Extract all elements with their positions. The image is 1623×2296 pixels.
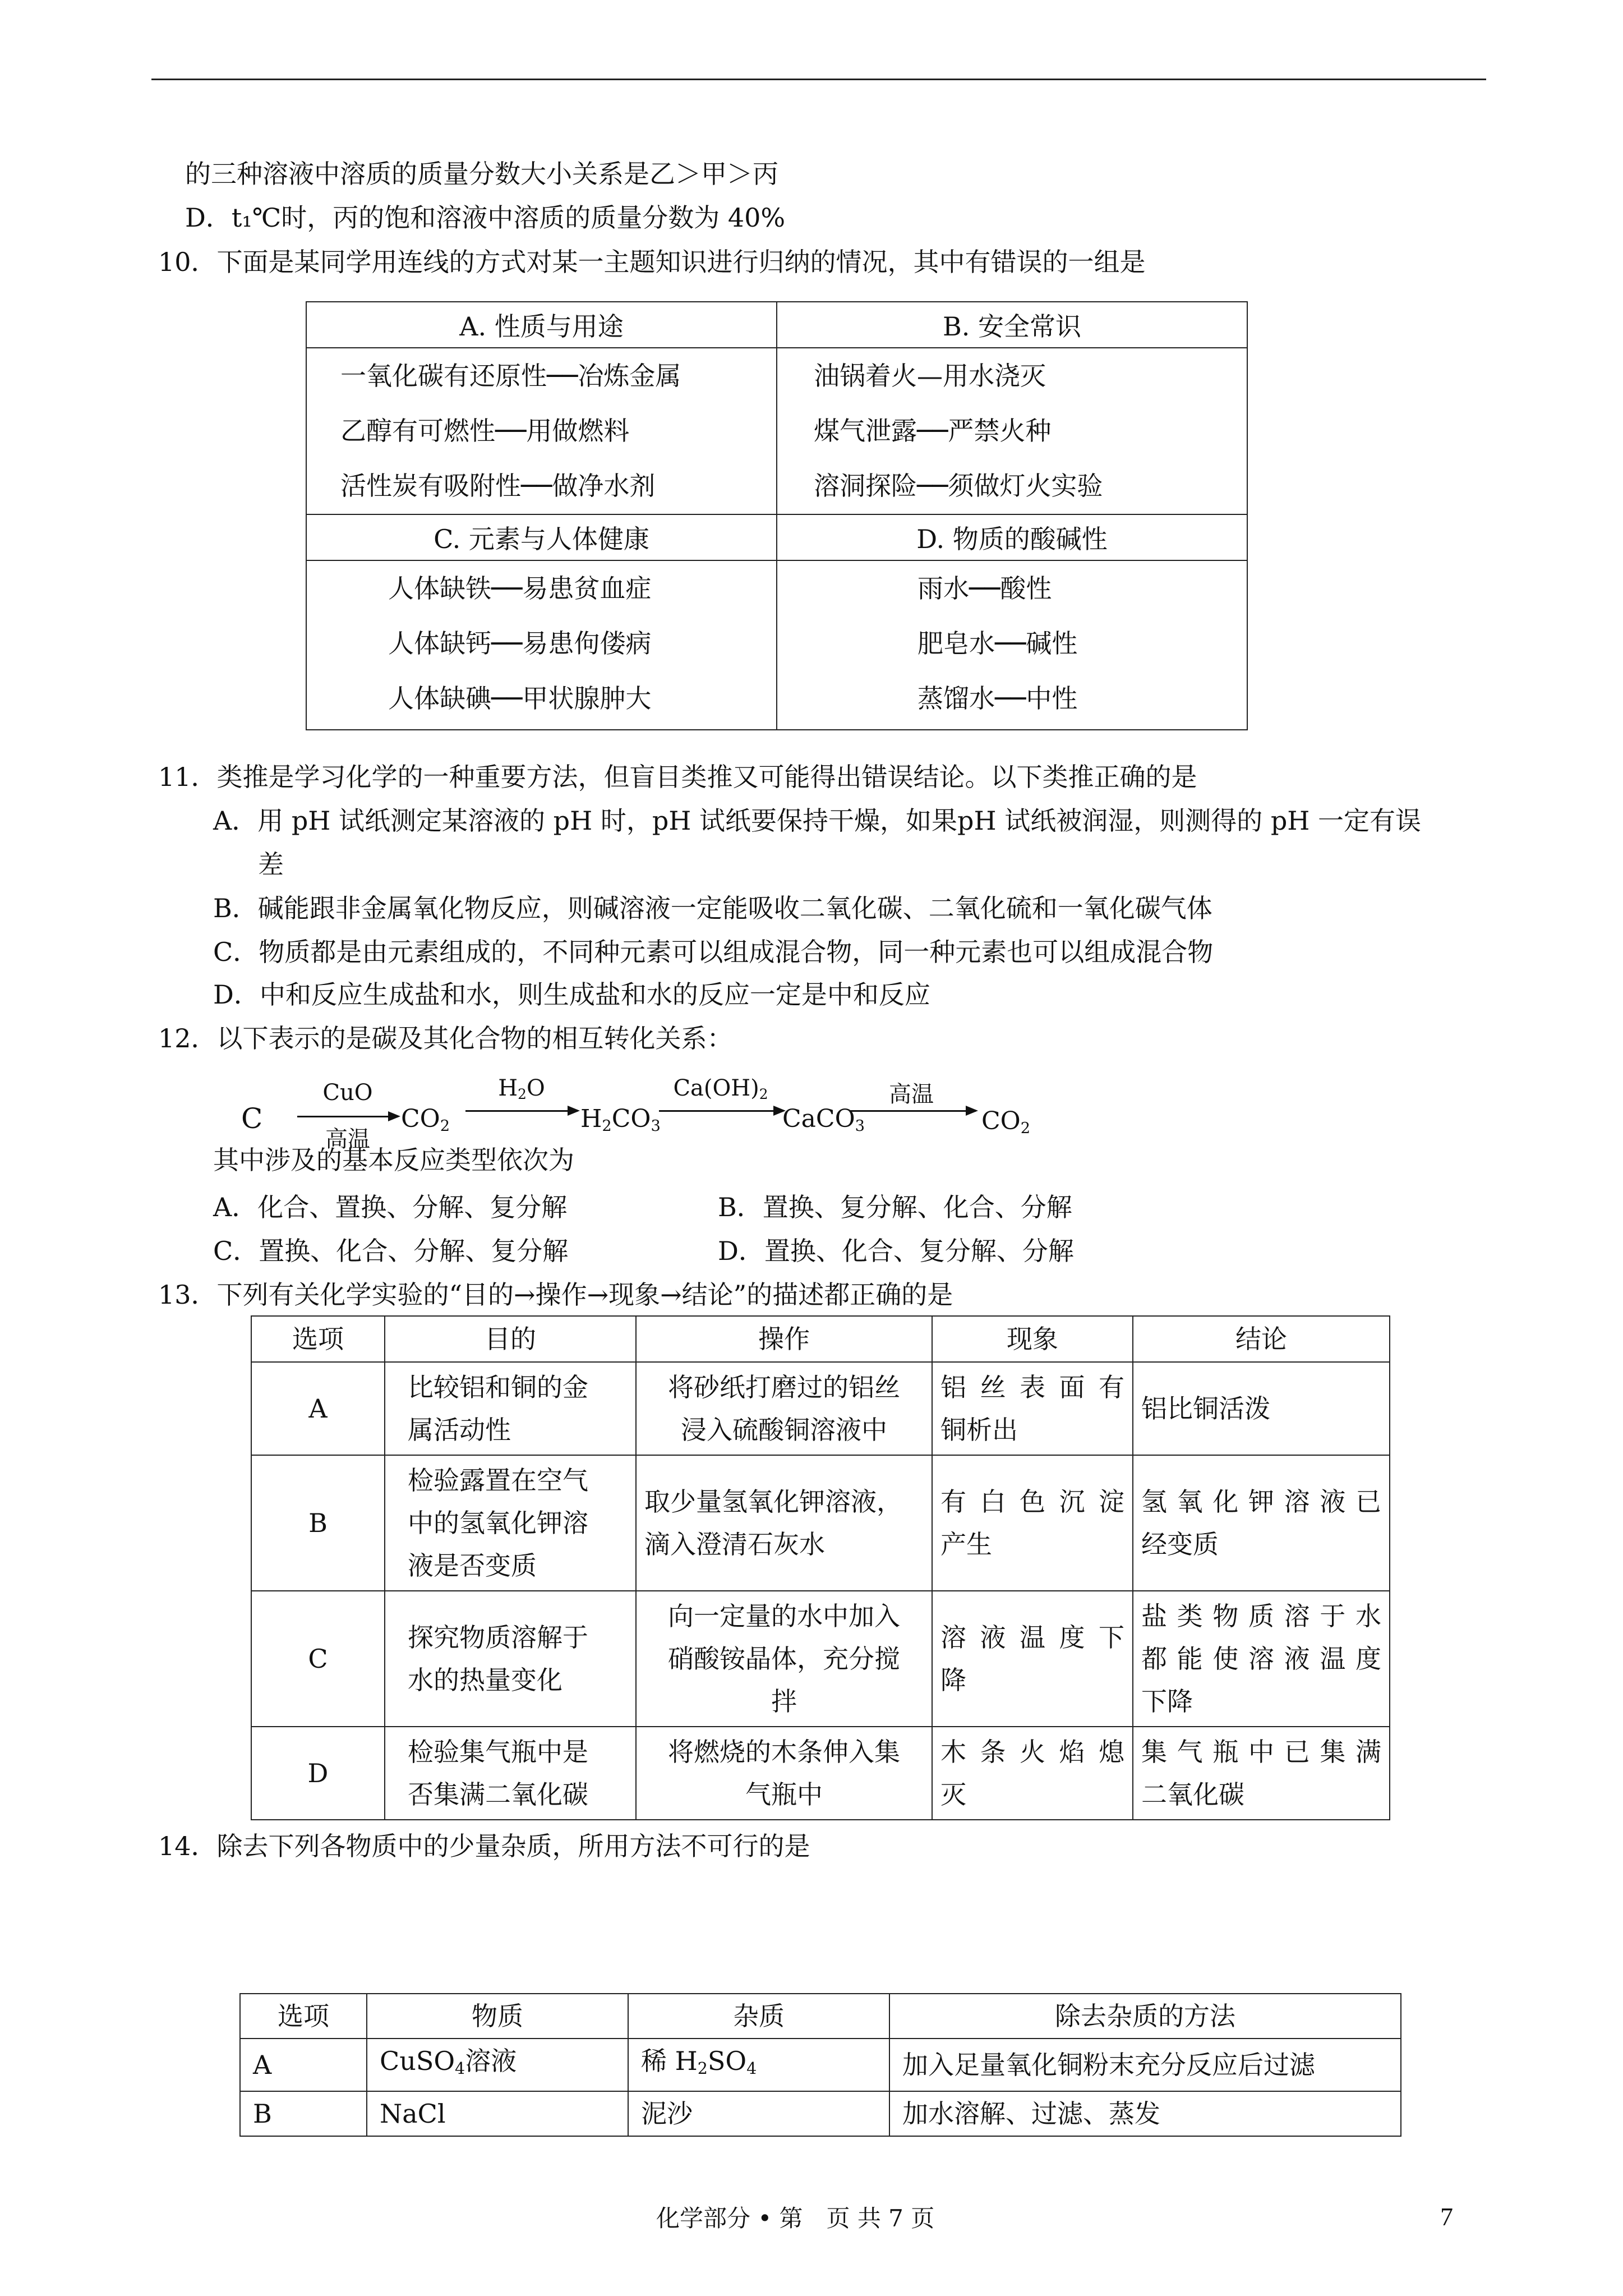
q10-cell-d bbox=[777, 560, 1247, 730]
q10-table bbox=[306, 301, 1248, 730]
q14-row-b-method: 加水溶解、过滤、蒸发 bbox=[889, 2091, 1401, 2136]
q13-row-a-conclusion: 铝比铜活泼 bbox=[1133, 1362, 1390, 1455]
q13-row-d-conclusion: 集气瓶中已集满 二氧化碳 bbox=[1133, 1727, 1390, 1820]
q12-option-b: B．置换、复分解、化合、分解 bbox=[718, 1192, 1072, 1222]
q10-d-item: 肥皂水──碱性 bbox=[917, 628, 1078, 659]
q13-row-c-conclusion: 盐类物质溶于水 都能使溶液温度 下降 bbox=[1133, 1591, 1390, 1727]
arrow-4 bbox=[850, 1110, 976, 1112]
q9-option-c-tail: 的三种溶液中溶质的质量分数大小关系是乙＞甲＞丙 bbox=[185, 159, 778, 189]
q11-option-a: A．用 pH 试纸测定某溶液的 pH 时，pH 试纸要保持干燥，如果pH 试纸被润湿，则测得的 pH 一定有误 bbox=[213, 806, 1422, 836]
q10-a-item: 一氧化碳有还原性──冶炼金属 bbox=[340, 361, 681, 391]
q14-row-a-impurity: 稀 $H_2SO_4$ bbox=[628, 2039, 889, 2091]
q10-d-item: 雨水──酸性 bbox=[917, 573, 1052, 604]
q11-option-c: C．物质都是由元素组成的，不同种元素可以组成混合物，同一种元素也可以组成混合物 bbox=[213, 937, 1214, 967]
q13-row-a-phenomenon: 铝丝表面有 铜析出 bbox=[932, 1362, 1133, 1455]
species-carbon: C bbox=[241, 1102, 263, 1135]
q10-c-item: 人体缺碘──甲状腺肿大 bbox=[388, 683, 652, 714]
q11-option-d: D．中和反应生成盐和水，则生成盐和水的反应一定是中和反应 bbox=[213, 979, 930, 1010]
q14-row-b-option: B bbox=[240, 2091, 367, 2136]
q12-option-a: A．化合、置换、分解、复分解 bbox=[213, 1192, 568, 1222]
q12-sub-stem: 其中涉及的基本反应类型依次为 bbox=[213, 1145, 574, 1175]
species-co2-final: $CO_2$ bbox=[981, 1107, 1031, 1137]
page-number: 7 bbox=[1440, 2202, 1453, 2231]
q13-row-a-purpose: 比较铝和铜的金 属活动性 bbox=[385, 1362, 636, 1455]
q13-row-d-option: D bbox=[251, 1727, 385, 1820]
q10-cell-c bbox=[306, 560, 777, 730]
q9-option-d: D．t₁℃时，丙的饱和溶液中溶质的质量分数为 40% bbox=[185, 203, 786, 233]
q13-row-c-phenomenon: 溶液温度下 降 bbox=[932, 1591, 1133, 1727]
species-caco3: CaCO$_3$ bbox=[782, 1105, 865, 1135]
header-rule bbox=[151, 79, 1486, 80]
q14-row-a-method: 加入足量氧化铜粉末充分反应后过滤 bbox=[889, 2039, 1401, 2091]
q13-stem: 13．下列有关化学实验的“目的→操作→现象→结论”的描述都正确的是 bbox=[158, 1280, 953, 1310]
q12-option-c: C．置换、化合、分解、复分解 bbox=[213, 1236, 569, 1266]
q13-row-c-operation: 向一定量的水中加入 硝酸铵晶体，充分搅 拌 bbox=[636, 1591, 932, 1727]
arrow-3 bbox=[659, 1110, 783, 1112]
q13-row-d-phenomenon: 木条火焰熄 灭 bbox=[932, 1727, 1133, 1820]
q10-cell-b bbox=[777, 348, 1247, 514]
q14-header-method: 除去杂质的方法 bbox=[889, 1994, 1401, 2039]
q10-a-item: 活性炭有吸附性──做净水剂 bbox=[340, 471, 656, 501]
q10-c-item: 人体缺铁──易患贫血症 bbox=[388, 573, 652, 604]
q13-row-c-option: C bbox=[251, 1591, 385, 1727]
q12-stem: 12．以下表示的是碳及其化合物的相互转化关系： bbox=[158, 1023, 733, 1053]
reagent-caoh2: $Ca(OH)_2$ bbox=[673, 1075, 768, 1103]
condition-high-temp-1: 高温 bbox=[325, 1126, 370, 1152]
q10-cell-a bbox=[306, 348, 777, 514]
q13-header-operation: 操作 bbox=[636, 1316, 932, 1362]
q14-row-b-impurity: 泥沙 bbox=[628, 2091, 889, 2136]
q10-b-item: 油锅着火—用水浇灭 bbox=[814, 361, 1046, 391]
species-co2: $CO_2$ bbox=[401, 1105, 450, 1135]
q13-row-a-option: A bbox=[251, 1362, 385, 1455]
q10-header-c: C. 元素与人体健康 bbox=[306, 514, 777, 560]
q14-header-option: 选项 bbox=[240, 1994, 367, 2039]
q10-a-item: 乙醇有可燃性──用做燃料 bbox=[340, 416, 630, 446]
arrow-2 bbox=[465, 1110, 578, 1112]
q11-option-a-cont: 差 bbox=[258, 849, 284, 880]
q10-header-a: A. 性质与用途 bbox=[306, 302, 777, 348]
q13-row-b-purpose: 检验露置在空气 中的氢氧化钾溶 液是否变质 bbox=[385, 1455, 636, 1591]
q14-row-b-substance: NaCl bbox=[367, 2091, 628, 2136]
q10-b-item: 溶洞探险──须做灯火实验 bbox=[814, 471, 1103, 501]
q10-stem: 10．下面是某同学用连线的方式对某一主题知识进行归纳的情况，其中有错误的一组是 bbox=[158, 247, 1146, 277]
q11-stem: 11．类推是学习化学的一种重要方法，但盲目类推又可能得出错误结论。以下类推正确的是 bbox=[158, 762, 1197, 792]
q14-header-substance: 物质 bbox=[367, 1994, 628, 2039]
q10-header-d: D. 物质的酸碱性 bbox=[777, 514, 1247, 560]
q13-row-b-conclusion: 氢氧化钾溶液已 经变质 bbox=[1133, 1455, 1390, 1591]
arrow-1 bbox=[297, 1116, 398, 1117]
condition-high-temp-2: 高温 bbox=[889, 1082, 934, 1107]
q10-b-item: 煤气泄露──严禁火种 bbox=[814, 416, 1052, 446]
reagent-h2o: $H_2O$ bbox=[498, 1075, 545, 1103]
species-h2co3: $H_2CO_3$ bbox=[580, 1105, 661, 1135]
reagent-cuo: CuO bbox=[322, 1080, 373, 1106]
q13-row-c-purpose: 探究物质溶解于 水的热量变化 bbox=[385, 1591, 636, 1727]
q13-header-phenomenon: 现象 bbox=[932, 1316, 1133, 1362]
q11-option-b: B．碱能跟非金属氧化物反应，则碱溶液一定能吸收二氧化碳、二氧化硫和一氧化碳气体 bbox=[213, 893, 1212, 923]
q10-header-b: B. 安全常识 bbox=[777, 302, 1247, 348]
q10-c-item: 人体缺钙──易患佝偻病 bbox=[388, 628, 652, 659]
q13-header-purpose: 目的 bbox=[385, 1316, 636, 1362]
q13-header-conclusion: 结论 bbox=[1133, 1316, 1390, 1362]
q13-header-option: 选项 bbox=[251, 1316, 385, 1362]
q13-table bbox=[251, 1315, 1390, 1820]
q13-row-b-phenomenon: 有白色沉淀 产生 bbox=[932, 1455, 1133, 1591]
q14-row-a-substance: CuSO$_4$溶液 bbox=[367, 2039, 628, 2091]
page-footer: 化学部分 • 第 页 共 7 页 bbox=[656, 2205, 935, 2232]
q13-row-a-operation: 将砂纸打磨过的铝丝 浸入硫酸铜溶液中 bbox=[636, 1362, 932, 1455]
q13-row-d-operation: 将燃烧的木条伸入集 气瓶中 bbox=[636, 1727, 932, 1820]
q12-option-d: D．置换、化合、复分解、分解 bbox=[718, 1236, 1074, 1266]
q13-row-d-purpose: 检验集气瓶中是 否集满二氧化碳 bbox=[385, 1727, 636, 1820]
q10-d-item: 蒸馏水──中性 bbox=[917, 683, 1078, 714]
q13-row-b-option: B bbox=[251, 1455, 385, 1591]
q14-row-a-option: A bbox=[240, 2039, 367, 2091]
q13-row-b-operation: 取少量氢氧化钾溶液， 滴入澄清石灰水 bbox=[636, 1455, 932, 1591]
q14-header-impurity: 杂质 bbox=[628, 1994, 889, 2039]
q14-stem: 14．除去下列各物质中的少量杂质，所用方法不可行的是 bbox=[158, 1831, 810, 1861]
q14-table bbox=[239, 1993, 1401, 2137]
